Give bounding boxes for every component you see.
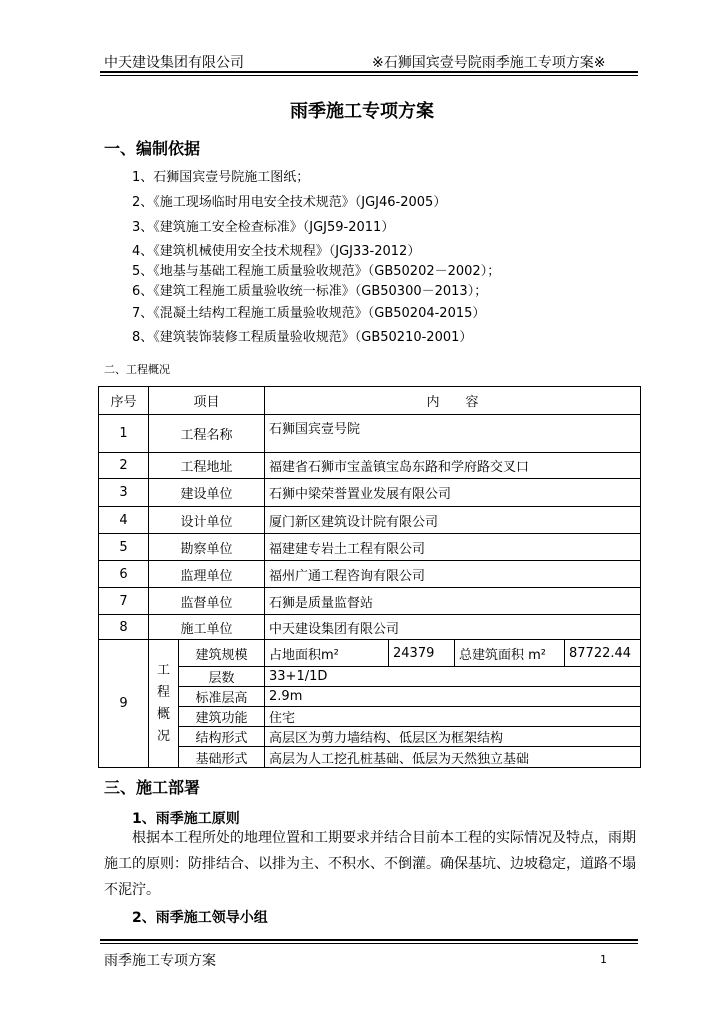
section-1-heading: 一、编制依据 [104, 139, 201, 158]
section-3-heading: 三、施工部署 [104, 778, 201, 797]
table-row [99, 707, 641, 727]
sub-value: 住宅 [265, 707, 641, 727]
row-label: 施工单位 [149, 615, 265, 640]
row-value: 厦门新区建筑设计院有限公司 [265, 507, 641, 534]
sub-label: 建筑功能 [179, 707, 265, 727]
row-value: 石狮国宾壹号院 [265, 415, 641, 453]
reference-item: 8、《建筑装饰装修工程质量验收规范》（GB50210-2001） [132, 330, 473, 345]
row-number: 2 [99, 453, 149, 479]
table-row [99, 561, 641, 588]
row-label: 设计单位 [149, 507, 265, 534]
row-number: 3 [99, 479, 149, 507]
table-row-scale [99, 640, 641, 667]
table-row [99, 667, 641, 687]
row-number: 1 [99, 415, 149, 453]
table-row [99, 415, 641, 453]
header-cell: 内 容 [265, 387, 641, 415]
row-number: 8 [99, 615, 149, 640]
table-row [99, 453, 641, 479]
reference-item: 7、《混凝土结构工程施工质量验收规范》（GB50204-2015） [132, 306, 486, 321]
reference-item: 4、《建筑机械使用安全技术规程》（JGJ33-2012） [132, 244, 421, 259]
document-title: 雨季施工专项方案 [290, 101, 434, 122]
row-value: 中天建设集团有限公司 [265, 615, 641, 640]
row-number: 7 [99, 588, 149, 615]
table-row [99, 727, 641, 747]
sub-label: 层数 [179, 667, 265, 687]
table-row [99, 615, 641, 640]
table-row [99, 747, 641, 768]
table-row [99, 687, 641, 707]
row-label: 勘察单位 [149, 534, 265, 561]
sub-label: 结构形式 [179, 727, 265, 747]
header-rule-thin [100, 75, 638, 76]
row-label: 建设单位 [149, 479, 265, 507]
page-number: 1 [600, 953, 607, 966]
sub-value: 33+1/1D [265, 667, 641, 687]
sub-value: 高层为人工挖孔桩基础、低层为天然独立基础 [265, 747, 641, 768]
table-row [99, 534, 641, 561]
row-value: 福州广通工程咨询有限公司 [265, 561, 641, 588]
header-cell: 项目 [149, 387, 265, 415]
sub-label: 标准层高 [179, 687, 265, 707]
header-rule [100, 71, 638, 73]
row-value: 石狮是质量监督站 [265, 588, 641, 615]
reference-item: 3、《建筑施工安全检查标准》（JGJ59-2011） [132, 220, 395, 235]
sub-label: 基础形式 [179, 747, 265, 768]
area-value: 24379 [389, 640, 455, 667]
header-cell: 序号 [99, 387, 149, 415]
area-label: 占地面积m² [265, 640, 389, 667]
total-area-label: 总建筑面积 m² [455, 640, 565, 667]
reference-item: 5、《地基与基础工程施工质量验收规范》（GB50202－2002）； [132, 264, 501, 279]
header-company: 中天建设集团有限公司 [104, 55, 244, 71]
subsection-heading: 2、雨季施工领导小组 [132, 910, 268, 926]
row-value: 石狮中梁荣誉置业发展有限公司 [265, 479, 641, 507]
sub-value: 2.9m [265, 687, 641, 707]
project-overview-table [98, 386, 641, 768]
subsection-heading: 1、雨季施工原则 [132, 811, 240, 827]
body-paragraph: 根据本工程所处的地理位置和工期要求并结合目前本工程的实际情况及特点，雨期施工的原则：防排结合、以排为主、不积水、不倒灌。确保基坑、边坡稳定，道路不塌不泥泞。 [104, 830, 636, 898]
sub-value: 高层区为剪力墙结构、低层区为框架结构 [265, 727, 641, 747]
row-value: 福建建专岩土工程有限公司 [265, 534, 641, 561]
group-label-vertical [149, 640, 179, 768]
row-number: 6 [99, 561, 149, 588]
row-number: 9 [99, 640, 149, 768]
section-2-heading: 二、工程概况 [104, 363, 170, 376]
table-row [99, 479, 641, 507]
table-row [99, 588, 641, 615]
header-project: ※石狮国宾壹号院雨季施工专项方案※ [372, 55, 606, 71]
row-label: 监督单位 [149, 588, 265, 615]
footer-title: 雨季施工专项方案 [104, 953, 216, 969]
table-row [99, 507, 641, 534]
footer-rule-thin [100, 943, 638, 944]
row-label: 监理单位 [149, 561, 265, 588]
sub-label: 建筑规模 [179, 640, 265, 667]
footer-rule [100, 939, 638, 941]
row-value: 福建省石狮市宝盖镇宝岛东路和学府路交叉口 [265, 453, 641, 479]
row-number: 5 [99, 534, 149, 561]
reference-item: 2、《施工现场临时用电安全技术规范》（JGJ46-2005） [132, 195, 447, 210]
reference-item: 1、石狮国宾壹号院施工图纸； [132, 170, 310, 185]
total-area-value: 87722.44 [565, 640, 641, 667]
group-label-text: 工程概况 [156, 662, 170, 744]
row-number: 4 [99, 507, 149, 534]
row-label: 工程名称 [149, 415, 265, 453]
row-label: 工程地址 [149, 453, 265, 479]
table-header-row [99, 387, 641, 415]
reference-item: 6、《建筑工程施工质量验收统一标准》（GB50300－2013）； [132, 284, 488, 299]
